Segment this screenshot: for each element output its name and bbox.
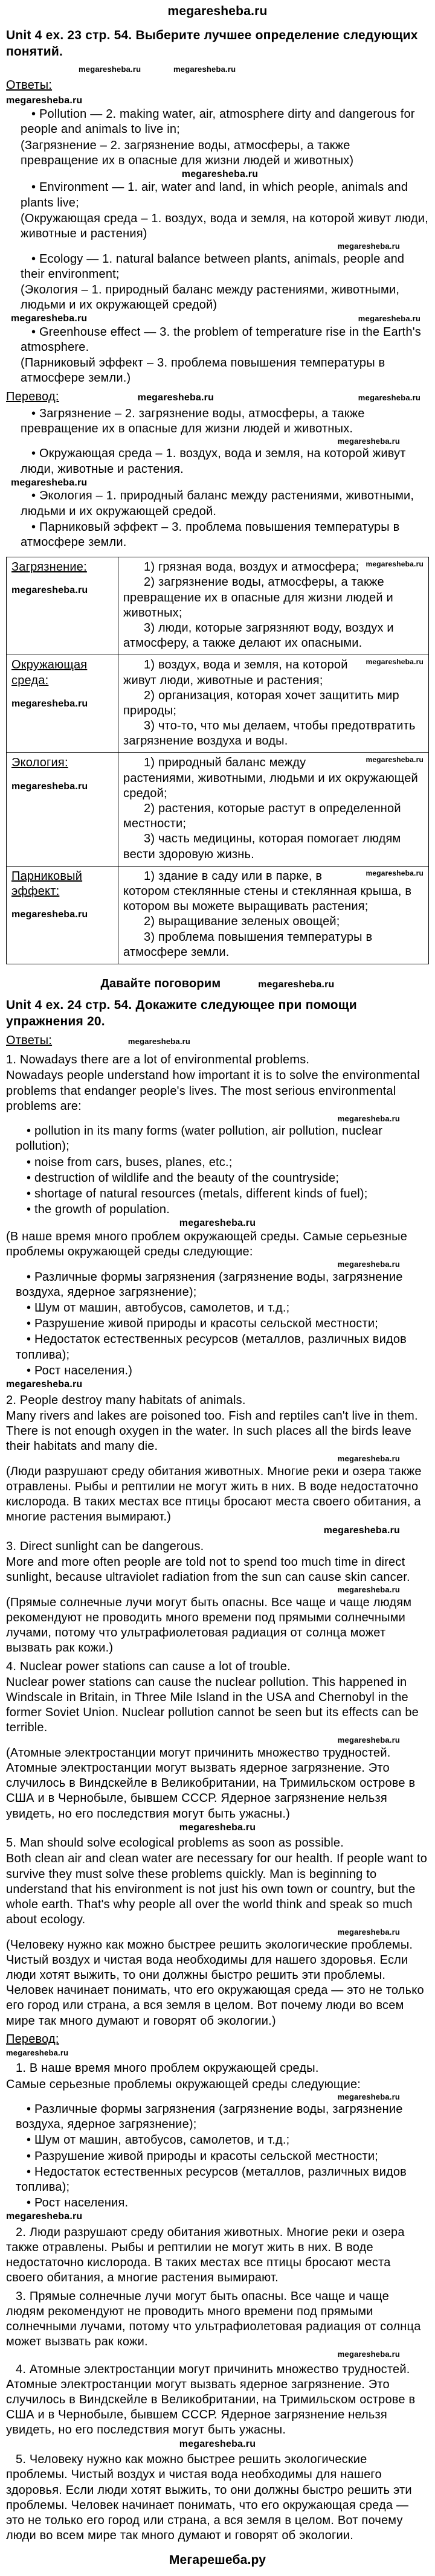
table-term: Окружающая среда: bbox=[11, 658, 88, 687]
answer-paragraph: (Человеку нужно как можно быстрее решить экологические проблемы. Чистый воздух и чистая вода необходимы для нашего здоровья. Если люди хотят выжить, то они должны быстро решить эти проблемы. Человек начинает понимать, что его окружающая среда — это не только его город или страна, а вся земля в целом. Вот почему люди во всем мире так много думают и говорят об экологии.) bbox=[6, 1938, 424, 2028]
answer-bullet: • Шум от машин, автобусов, самолетов, и т.д.; bbox=[27, 1301, 290, 1315]
answers-label-text: Ответы: bbox=[6, 1033, 53, 1047]
section-heading-row bbox=[6, 976, 429, 992]
translation-label-ex23 bbox=[6, 389, 429, 405]
talk-heading: Давайте поговорим bbox=[100, 976, 221, 990]
site-header-watermark: megaresheba.ru bbox=[167, 4, 268, 18]
watermark: megaresheba.ru bbox=[11, 585, 88, 596]
answer-paragraph: (В наше время много проблем окружающей среды. Самые серьезные проблемы окружающей среды следующие: bbox=[6, 1229, 408, 1259]
answer-bullet: • shortage of natural resources (metals, different kinds of fuel); bbox=[27, 1187, 368, 1200]
exercise-24-translation bbox=[6, 2058, 429, 2544]
translation-bullet: • Различные формы загрязнения (загрязнение воды, загрязнение воздуха, ядерное загрязнение); bbox=[16, 2102, 403, 2132]
watermark: megaresheba.ru bbox=[337, 1454, 400, 1464]
answer-paragraph: 4. Nuclear power stations can cause a lot of trouble. bbox=[6, 1659, 291, 1673]
answer-bullet: • Разрушение живой природы и красоты сельской местности; bbox=[27, 1317, 378, 1331]
table-row bbox=[7, 753, 429, 866]
watermark: megaresheba.ru bbox=[137, 392, 214, 403]
definition-ru: (Окружающая среда – 1. воздух, вода и земля, на которой живут люди, животные и растения) bbox=[21, 211, 428, 241]
answer-bullet: • noise from cars, buses, planes, etc.; bbox=[27, 1155, 233, 1169]
answer-paragraph: Nowadays people understand how important it is to solve the environmental problems that endanger people's lives. The most serious environmental problems are: bbox=[6, 1069, 420, 1113]
watermark: megaresheba.ru bbox=[358, 392, 420, 402]
watermark: megaresheba.ru bbox=[323, 1525, 400, 1536]
table-option: 1) грязная вода, воздух и атмосфера; bbox=[144, 560, 359, 574]
answer-bullet: • pollution in its many forms (water pollution, air pollution, nuclear pollution); bbox=[16, 1124, 383, 1153]
watermark: megaresheba.ru bbox=[366, 755, 424, 764]
translation-bullet: • Рост населения. bbox=[27, 2196, 129, 2210]
translation-label-ex24 bbox=[6, 2032, 429, 2047]
answer-paragraph: 1. Nowadays there are a lot of environmental problems. bbox=[6, 1053, 310, 1067]
translation-label-text: Перевод: bbox=[6, 2032, 59, 2046]
table-option: 3) люди, которые загрязняют воду, воздух и атмосферу, а также делают их опасными. bbox=[123, 621, 394, 650]
translation-paragraph: 1. В наше время много проблем окружающей среды. bbox=[16, 2062, 319, 2075]
answer-bullet: • the growth of population. bbox=[27, 1203, 170, 1217]
table-options-cell bbox=[118, 753, 429, 866]
table-term-cell bbox=[7, 753, 118, 866]
watermark: megaresheba.ru bbox=[366, 868, 424, 877]
answers-label-ex24 bbox=[6, 1033, 429, 1048]
watermark: megaresheba.ru bbox=[179, 1218, 256, 1229]
table-option: 2) организация, которая хочет защитить мир природы; bbox=[123, 688, 399, 717]
watermark: megaresheba.ru bbox=[179, 2438, 256, 2449]
answer-bullet: • Недостаток естественных ресурсов (металлов, различных видов топлива); bbox=[16, 1333, 407, 1362]
translation-bullet: • Шум от машин, автобусов, самолетов, и т.д.; bbox=[27, 2133, 290, 2147]
answer-paragraph: Both clean air and clean water are necessary for our health. If people want to survive they must solve these problems quickly. Man is beginning to understand that his environment is not just his own town or country, but the whole earth. That's why people all over the world think and speak so much about ecology. bbox=[6, 1852, 428, 1927]
translation-item: • Загрязнение – 2. загрязнение воды, атмосферы, а также превращение их в опасные для жизни людей и животных. bbox=[21, 406, 365, 435]
answer-bullet: • Различные формы загрязнения (загрязнение воды, загрязнение воздуха, ядерное загрязнение); bbox=[16, 1270, 403, 1299]
table-term-cell bbox=[7, 655, 118, 753]
watermark: megaresheba.ru bbox=[6, 2048, 69, 2058]
watermark: megaresheba.ru bbox=[11, 313, 88, 324]
watermark: megaresheba.ru bbox=[366, 658, 424, 667]
table-row bbox=[7, 655, 429, 753]
table-options-cell bbox=[118, 557, 429, 655]
table-option: 2) загрязнение воды, атмосферы, а также превращение их в опасные для жизни людей и животных; bbox=[123, 575, 393, 620]
watermark: megaresheba.ru bbox=[11, 698, 88, 709]
table-option: 3) часть медицины, которая помогает людям вести здоровую жизнь. bbox=[123, 832, 401, 861]
translation-bullet: • Разрушение живой природы и красоты сельской местности; bbox=[27, 2149, 378, 2163]
translation-item: • Окружающая среда – 1. воздух, вода и земля, на которой живут люди, животные и растения. bbox=[21, 447, 406, 476]
watermark: megaresheba.ru bbox=[337, 1585, 400, 1595]
table-option: 1) здание в саду или в парке, в котором стеклянные стены и стеклянная крыша, в котором вы можете выращивать растения; bbox=[123, 869, 412, 914]
table-term: Загрязнение: bbox=[11, 560, 87, 574]
translation-paragraph: 3. Прямые солнечные лучи могут быть опасны. Все чаще и чаще людям рекомендуют не проводить много времени под прямыми солнечными лучами, потому что ультрафиолетовая радиация от солнца может вызвать рак кожи. bbox=[6, 2289, 421, 2349]
table-option: 3) что-то, что мы делаем, чтобы предотвратить загрязнение воздуха и воды. bbox=[123, 719, 416, 748]
exercise-24-title: Unit 4 ex. 24 стр. 54. Докажите следующее при помощи упражнения 20. bbox=[6, 998, 357, 1028]
exercise-24-answers bbox=[6, 1049, 429, 2030]
translation-bullet: • Недостаток естественных ресурсов (металлов, различных видов топлива); bbox=[16, 2165, 407, 2194]
table-options-cell bbox=[118, 655, 429, 753]
translation-paragraph: Самые серьезные проблемы окружающей среды следующие: bbox=[6, 2077, 361, 2091]
answer-paragraph: (Люди разрушают среду обитания животных. Многие реки и озера также отравлены. Рыбы и рептилии не могут жить в них. В воде недостаточно кислорода. В таких местах все птицы бросают места своего обитания, а многие растения вымирают.) bbox=[6, 1464, 422, 1524]
watermark: megaresheba.ru bbox=[258, 979, 335, 990]
watermark: megaresheba.ru bbox=[358, 314, 420, 324]
watermark: megaresheba.ru bbox=[337, 1927, 400, 1937]
watermark: megaresheba.ru bbox=[337, 2350, 400, 2359]
watermark: megaresheba.ru bbox=[79, 65, 141, 74]
watermark: megaresheba.ru bbox=[366, 560, 424, 569]
watermark: megaresheba.ru bbox=[337, 437, 400, 446]
watermark: megaresheba.ru bbox=[337, 242, 400, 251]
table-term-cell bbox=[7, 557, 118, 655]
answer-paragraph: Many rivers and lakes are poisoned too. Fish and reptiles can't live in them. There is not enough oxygen in the water. In such places all the birds leave their habitats and many die. bbox=[6, 1409, 418, 1453]
definition-ru: (Экология – 1. природный баланс между растениями, животными, людьми и их окружающей средой) bbox=[21, 283, 400, 312]
site-footer: Мегарешеба.ру bbox=[169, 2553, 266, 2568]
table-options-cell bbox=[118, 866, 429, 964]
answers-label-text: Ответы: bbox=[6, 78, 53, 92]
definition-en: • Pollution — 2. making water, air, atmosphere dirty and dangerous for people and animals to live in; bbox=[21, 107, 415, 136]
table-option: 3) проблема повышения температуры в атмосфере земли. bbox=[123, 930, 373, 959]
answers-label-ex23 bbox=[6, 78, 429, 93]
watermark-row bbox=[6, 62, 429, 75]
answer-paragraph: Nuclear power stations can cause the nuclear pollution. This happened in Windscale in Britain, in Three Mile Island in the USA and Chernobyl in the former Soviet Union. Nuclear pollution cannot be seen but its effects can be terrible. bbox=[6, 1675, 419, 1735]
definition-en: • Ecology — 1. natural balance between plants, animals, people and their environment; bbox=[21, 252, 405, 281]
watermark: megaresheba.ru bbox=[179, 1822, 256, 1833]
answer-bullet: • destruction of wildlife and the beauty of the countryside; bbox=[27, 1171, 340, 1185]
definition-en: • Environment — 1. air, water and land, in which people, animals and plants live; bbox=[21, 181, 408, 210]
exercise-23-answers bbox=[6, 106, 429, 386]
translation-item: • Экология – 1. природный баланс между растениями, животными, людьми и их окружающей средой. bbox=[21, 489, 414, 518]
table-row bbox=[7, 866, 429, 964]
translation-paragraph: 2. Люди разрушают среду обитания животных. Многие реки и озера также отравлены. Рыбы и рептилии не могут жить в них. В воде недостаточно кислорода. В таких местах все птицы бросают места своего обитания, а многие растения вымирают. bbox=[6, 2225, 405, 2285]
watermark: megaresheba.ru bbox=[173, 65, 236, 74]
answer-paragraph: 2. People destroy many habitats of animals. bbox=[6, 1393, 246, 1407]
watermark: megaresheba.ru bbox=[337, 1260, 400, 1269]
table-term: Парниковый эффект: bbox=[11, 869, 83, 898]
table-option: 2) выращивание зеленых овощей; bbox=[144, 915, 340, 929]
watermark: megaresheba.ru bbox=[11, 477, 88, 488]
watermark: megaresheba.ru bbox=[6, 95, 83, 106]
table-option: 1) воздух, вода и земля, на которой живут люди, животные и растения; bbox=[123, 658, 348, 687]
answer-paragraph: (Атомные электростанции могут причинить множество трудностей. Атомные электростанции могут вызвать ядерное загрязнение. Это случилось в Виндскейле в Великобритании, на Тримильском острове в США и в Чернобыле, бывшем СССР. Ядерное загрязнение нельзя увидеть, но его последствия могут быть ужасны.) bbox=[6, 1746, 416, 1821]
translation-item: • Парниковый эффект – 3. проблема повышения температуры в атмосфере земли. bbox=[21, 520, 400, 549]
exercise-23-translation bbox=[6, 406, 429, 551]
definitions-table bbox=[6, 557, 429, 964]
answer-paragraph: (Прямые солнечные лучи могут быть опасны. Все чаще и чаще людям рекомендуют не проводить много времени под прямыми солнечными лучами, потому что ультрафиолетовая радиация от солнца может вызвать рак кожи.) bbox=[6, 1595, 412, 1655]
watermark: megaresheba.ru bbox=[11, 781, 88, 792]
watermark: megaresheba.ru bbox=[11, 909, 88, 920]
exercise-23-title: Unit 4 ex. 23 стр. 54. Выберите лучшее определение следующих понятий. bbox=[6, 28, 418, 59]
table-row bbox=[7, 557, 429, 655]
answer-paragraph: 5. Man should solve ecological problems as soon as possible. bbox=[6, 1836, 344, 1850]
watermark: megaresheba.ru bbox=[337, 2092, 400, 2101]
watermark: megaresheba.ru bbox=[6, 2211, 83, 2222]
table-option: 2) растения, которые растут в определенной местности; bbox=[123, 802, 401, 831]
table-term: Экология: bbox=[11, 756, 68, 770]
table-option: 1) природный баланс между растениями, животными, людьми и их окружающей средой; bbox=[123, 756, 418, 800]
definition-ru: (Парниковый эффект – 3. проблема повышения температуры в атмосфере земли.) bbox=[21, 356, 385, 385]
translation-paragraph: 4. Атомные электростанции могут причинить множество трудностей. Атомные электростанции могут вызвать ядерное загрязнение. Это случилось в Виндскейле в Великобритании, на Тримильском острове в США и в Чернобыле, бывшем СССР. Ядерное загрязнение нельзя увидеть, но его последствия могут быть ужасны. bbox=[6, 2362, 416, 2437]
watermark: megaresheba.ru bbox=[6, 1379, 83, 1389]
watermark: megaresheba.ru bbox=[337, 1113, 400, 1123]
watermark: megaresheba.ru bbox=[127, 1036, 191, 1046]
table-term-cell bbox=[7, 866, 118, 964]
definition-en: • Greenhouse effect — 3. the problem of temperature rise in the Earth's atmosphere. bbox=[21, 325, 421, 354]
watermark-row bbox=[11, 313, 429, 324]
definition-ru: (Загрязнение – 2. загрязнение воды, атмосферы, а также превращение их в опасные для жизни людей и животных) bbox=[21, 138, 354, 167]
answer-paragraph: More and more often people are told not to spend too much time in direct sunlight, because ultraviolet radiation from the sun can cause skin cancer. bbox=[6, 1556, 410, 1584]
translation-paragraph: 5. Человеку нужно как можно быстрее решить экологические проблемы. Чистый воздух и чистая вода необходимы для нашего здоровья. Если люди хотят выжить, то они должны быстро решить эти проблемы. Человек начинает понимать, что его окружающая среда — это не только его город или страна, а вся земля в целом. Вот почему люди во всем мире так много думают и говорят об экологии. bbox=[6, 2453, 412, 2543]
watermark: megaresheba.ru bbox=[337, 1735, 400, 1745]
translation-label-text: Перевод: bbox=[6, 389, 59, 403]
watermark: megaresheba.ru bbox=[181, 168, 259, 179]
answer-paragraph: 3. Direct sunlight can be dangerous. bbox=[6, 1539, 204, 1553]
answer-bullet: • Рост населения.) bbox=[27, 1363, 133, 1377]
